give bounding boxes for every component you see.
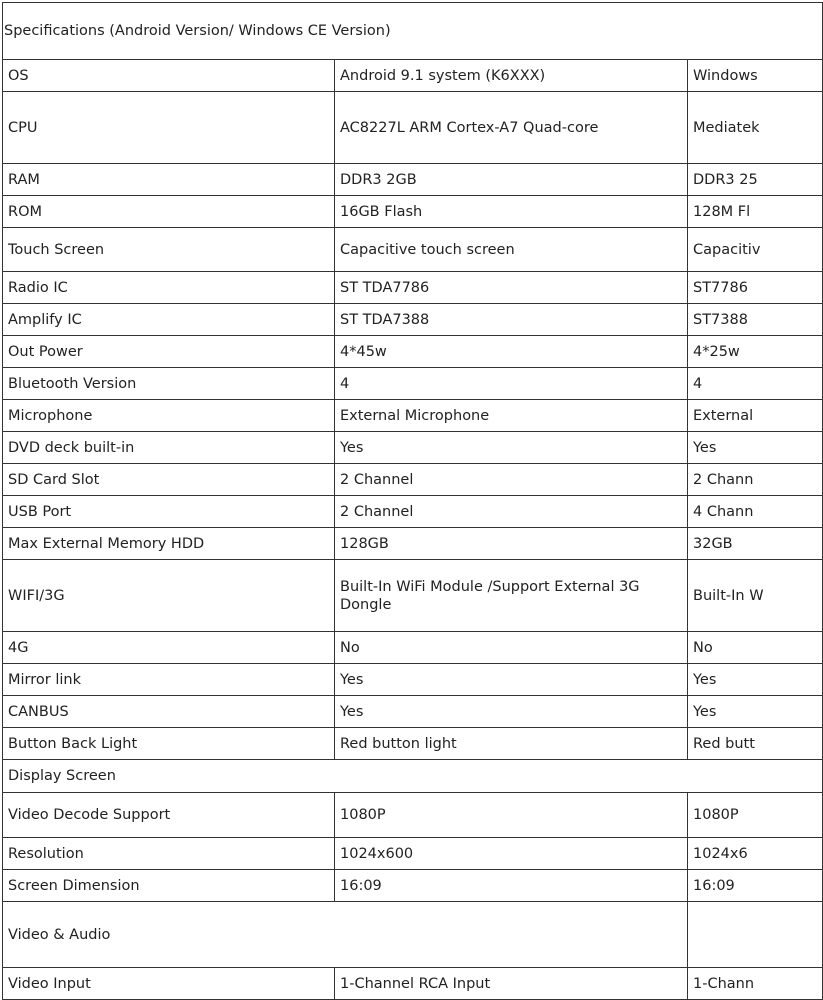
spec-label: WIFI/3G bbox=[3, 560, 335, 632]
table-row bbox=[3, 793, 823, 838]
table-row bbox=[3, 164, 823, 196]
wince-value: 4 Chann bbox=[688, 496, 823, 528]
android-value: 16GB Flash bbox=[335, 196, 688, 228]
wince-value: Built-In W bbox=[688, 560, 823, 632]
title-row bbox=[3, 3, 823, 60]
wince-value: Windows bbox=[688, 60, 823, 92]
android-value: Android 9.1 system (K6XXX) bbox=[335, 60, 688, 92]
video-audio-heading: Video & Audio bbox=[3, 902, 688, 968]
spec-label: Resolution bbox=[3, 838, 335, 870]
android-value: 128GB bbox=[335, 528, 688, 560]
table-row bbox=[3, 92, 823, 164]
wince-value: 16:09 bbox=[688, 870, 823, 902]
android-value: Yes bbox=[335, 696, 688, 728]
table-row bbox=[3, 196, 823, 228]
table-row bbox=[3, 336, 823, 368]
table-row bbox=[3, 728, 823, 760]
spec-label: Mirror link bbox=[3, 664, 335, 696]
wince-value: 4*25w bbox=[688, 336, 823, 368]
spec-label: Amplify IC bbox=[3, 304, 335, 336]
android-value: 1-Channel RCA Input bbox=[335, 968, 688, 1000]
table-row bbox=[3, 400, 823, 432]
spec-label: CANBUS bbox=[3, 696, 335, 728]
android-value: Yes bbox=[335, 432, 688, 464]
wince-value: Red butt bbox=[688, 728, 823, 760]
spec-label: DVD deck built-in bbox=[3, 432, 335, 464]
section-row bbox=[3, 902, 823, 968]
wince-value: No bbox=[688, 632, 823, 664]
android-value: 4*45w bbox=[335, 336, 688, 368]
spec-label: Bluetooth Version bbox=[3, 368, 335, 400]
wince-value: 1024x6 bbox=[688, 838, 823, 870]
table-row bbox=[3, 272, 823, 304]
spec-label: CPU bbox=[3, 92, 335, 164]
wince-value: External bbox=[688, 400, 823, 432]
spec-label: Touch Screen bbox=[3, 228, 335, 272]
spec-label: USB Port bbox=[3, 496, 335, 528]
spec-label: Radio IC bbox=[3, 272, 335, 304]
spec-label: Screen Dimension bbox=[3, 870, 335, 902]
spec-table-body bbox=[3, 3, 823, 1000]
android-value: 16:09 bbox=[335, 870, 688, 902]
spec-label: Out Power bbox=[3, 336, 335, 368]
wince-value: Capacitiv bbox=[688, 228, 823, 272]
android-value: 2 Channel bbox=[335, 464, 688, 496]
display-screen-heading: Display Screen bbox=[3, 760, 823, 793]
android-value: 4 bbox=[335, 368, 688, 400]
spec-label: Button Back Light bbox=[3, 728, 335, 760]
spec-label: ROM bbox=[3, 196, 335, 228]
table-row bbox=[3, 432, 823, 464]
spec-label: OS bbox=[3, 60, 335, 92]
table-row bbox=[3, 496, 823, 528]
wince-value: ST7786 bbox=[688, 272, 823, 304]
table-row bbox=[3, 870, 823, 902]
android-value: DDR3 2GB bbox=[335, 164, 688, 196]
table-row bbox=[3, 838, 823, 870]
table-row bbox=[3, 60, 823, 92]
spec-table bbox=[2, 2, 823, 1000]
android-value: Red button light bbox=[335, 728, 688, 760]
wince-value: Yes bbox=[688, 664, 823, 696]
wince-value: 32GB bbox=[688, 528, 823, 560]
android-value: 1024x600 bbox=[335, 838, 688, 870]
spec-label: Microphone bbox=[3, 400, 335, 432]
wince-value: Yes bbox=[688, 432, 823, 464]
android-value: No bbox=[335, 632, 688, 664]
table-row bbox=[3, 304, 823, 336]
android-value: AC8227L ARM Cortex-A7 Quad-core bbox=[335, 92, 688, 164]
table-row bbox=[3, 560, 823, 632]
android-value: 1080P bbox=[335, 793, 688, 838]
table-row bbox=[3, 664, 823, 696]
table-row bbox=[3, 528, 823, 560]
wince-value: Mediatek bbox=[688, 92, 823, 164]
android-value: Capacitive touch screen bbox=[335, 228, 688, 272]
wince-value: 1080P bbox=[688, 793, 823, 838]
section-row bbox=[3, 760, 823, 793]
table-row bbox=[3, 228, 823, 272]
spec-label: RAM bbox=[3, 164, 335, 196]
android-value: External Microphone bbox=[335, 400, 688, 432]
spec-label: 4G bbox=[3, 632, 335, 664]
android-value: ST TDA7388 bbox=[335, 304, 688, 336]
empty-cell bbox=[688, 902, 823, 968]
wince-value: 2 Chann bbox=[688, 464, 823, 496]
android-value: 2 Channel bbox=[335, 496, 688, 528]
android-value: ST TDA7786 bbox=[335, 272, 688, 304]
wince-value: 1-Chann bbox=[688, 968, 823, 1000]
android-value: Built-In WiFi Module /Support External 3G Dongle bbox=[335, 560, 688, 632]
spec-label: Max External Memory HDD bbox=[3, 528, 335, 560]
spec-title: Specifications (Android Version/ Windows CE Version) bbox=[3, 3, 823, 60]
spec-label: Video Decode Support bbox=[3, 793, 335, 838]
table-row bbox=[3, 368, 823, 400]
wince-value: Yes bbox=[688, 696, 823, 728]
spec-label: SD Card Slot bbox=[3, 464, 335, 496]
table-row bbox=[3, 968, 823, 1000]
android-value: Yes bbox=[335, 664, 688, 696]
spec-label: Video Input bbox=[3, 968, 335, 1000]
wince-value: DDR3 25 bbox=[688, 164, 823, 196]
table-row bbox=[3, 696, 823, 728]
wince-value: ST7388 bbox=[688, 304, 823, 336]
table-row bbox=[3, 464, 823, 496]
wince-value: 4 bbox=[688, 368, 823, 400]
wince-value: 128M Fl bbox=[688, 196, 823, 228]
table-row bbox=[3, 632, 823, 664]
